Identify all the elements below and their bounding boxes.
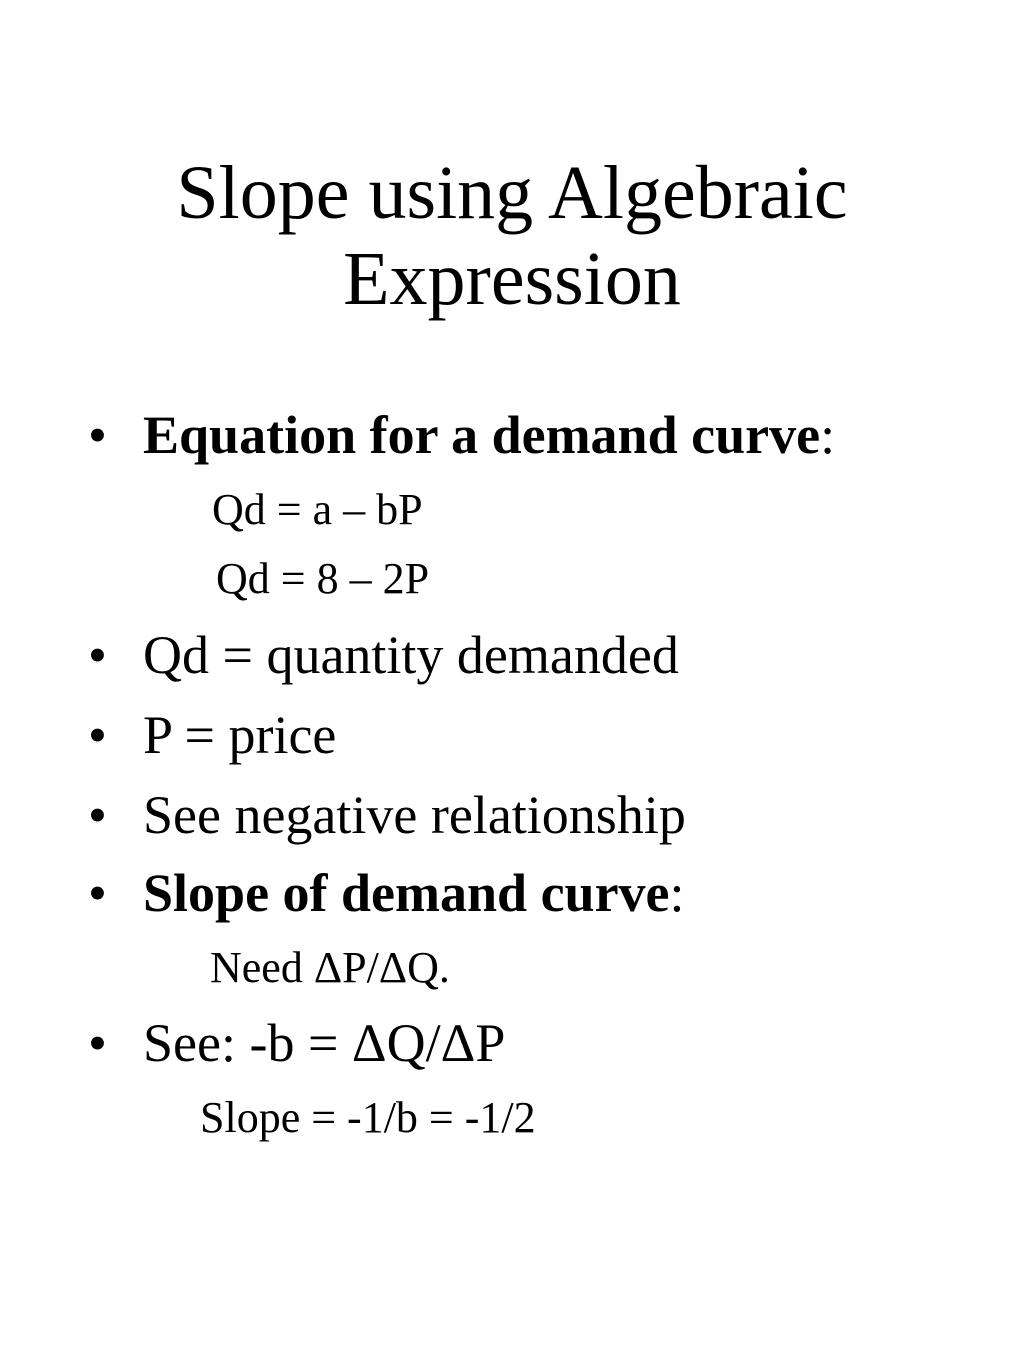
bullet-text: Qd = quantity demanded <box>143 625 679 685</box>
bullet-equation-demand-curve <box>88 404 835 466</box>
slide-title-line-1: Slope using Algebraic <box>176 151 848 235</box>
slide-title-line-2: Expression <box>343 237 681 321</box>
bullet-marker: • <box>88 785 107 845</box>
sub-line-numeric-equation: Qd = 8 – 2P <box>216 554 430 603</box>
bullet-bold-text: Equation for a demand curve <box>143 405 821 465</box>
bullet-colon: : <box>820 405 836 465</box>
bullet-marker: • <box>88 863 107 923</box>
sub-line-general-equation: Qd = a – bP <box>212 485 423 534</box>
bullet-colon: : <box>669 863 685 923</box>
bullet-marker: • <box>88 705 107 765</box>
sub-line-need-delta: Need ΔP/ΔQ. <box>210 943 450 992</box>
sub-line-slope-value: Slope = -1/b = -1/2 <box>200 1093 536 1142</box>
bullet-marker: • <box>88 625 107 685</box>
bullet-see-b-equation <box>88 1012 505 1074</box>
bullet-text: See: -b = ΔQ/ΔP <box>143 1013 506 1073</box>
bullet-bold-text: Slope of demand curve <box>143 863 670 923</box>
bullet-qd-definition <box>88 624 679 686</box>
bullet-text: P = price <box>143 705 337 765</box>
bullet-p-definition <box>88 704 336 766</box>
bullet-marker: • <box>88 405 107 465</box>
slide-title <box>0 150 1024 322</box>
bullet-marker: • <box>88 1013 107 1073</box>
bullet-negative-relationship <box>88 784 686 846</box>
bullet-text: See negative relationship <box>143 785 686 845</box>
bullet-slope-demand-curve <box>88 862 685 924</box>
